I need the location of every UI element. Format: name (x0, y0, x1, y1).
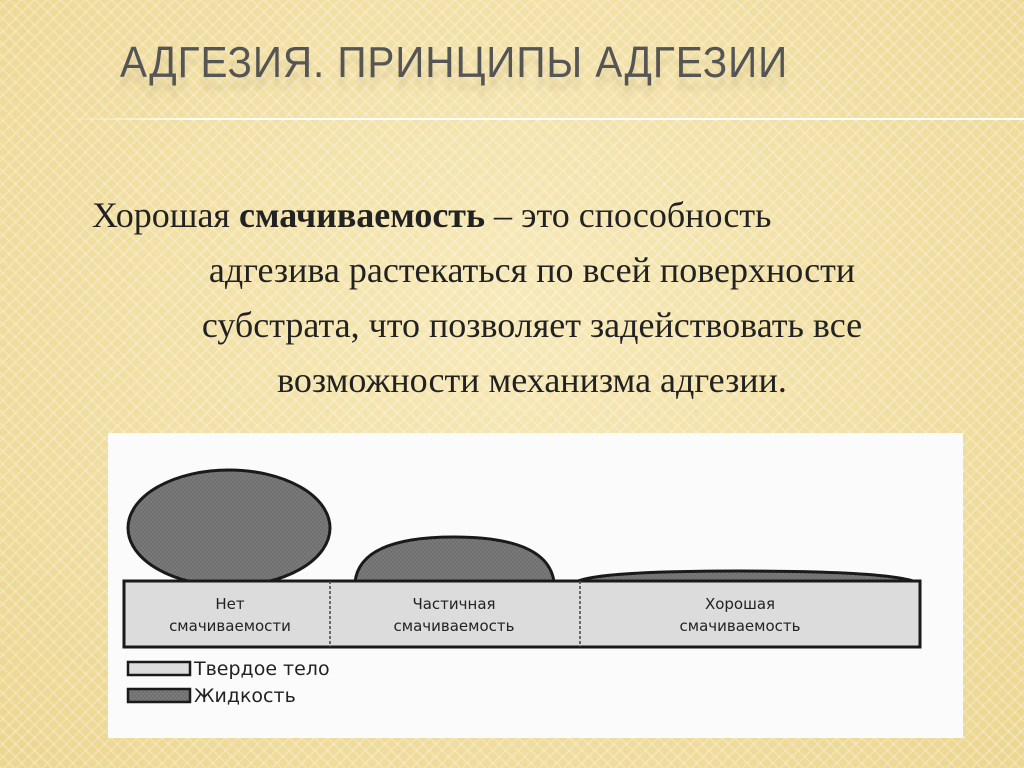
legend-swatch-liquid (128, 689, 190, 702)
paragraph-line-2: адгезива растекаться по всей поверхности (208, 250, 856, 290)
label-no-wetting-2: смачиваемости (169, 617, 291, 635)
legend-label-liquid: Жидкость (194, 685, 296, 707)
wetting-diagram-svg (108, 433, 963, 738)
paragraph-line-4: возможности механизма адгезии. (277, 360, 787, 400)
definition-paragraph (92, 188, 972, 408)
droplet-partial-wetting (355, 537, 554, 582)
legend-swatch-solid (128, 662, 190, 675)
label-good-wetting-2: смачиваемость (679, 617, 801, 635)
legend-label-solid: Твердое тело (194, 658, 330, 680)
term-wettability: смачиваемость (239, 195, 486, 235)
droplet-no-wetting (128, 470, 330, 586)
paragraph-line-1 (92, 188, 972, 243)
label-no-wetting-1: Нет (215, 595, 245, 613)
label-partial-wetting-2: смачиваемость (393, 617, 515, 635)
paragraph-line-3: субстрата, что позволяет задействовать все (201, 305, 863, 345)
label-good-wetting-1: Хорошая (704, 595, 776, 613)
slide-title: АДГЕЗИЯ. ПРИНЦИПЫ АДГЕЗИИ (120, 38, 789, 87)
paragraph-intro: Хорошая (92, 195, 239, 235)
wetting-diagram (108, 433, 963, 738)
title-divider (60, 118, 1024, 120)
paragraph-continuation: – это способность (485, 195, 772, 235)
substrate-bar (124, 581, 920, 647)
label-partial-wetting-1: Частичная (412, 595, 496, 613)
